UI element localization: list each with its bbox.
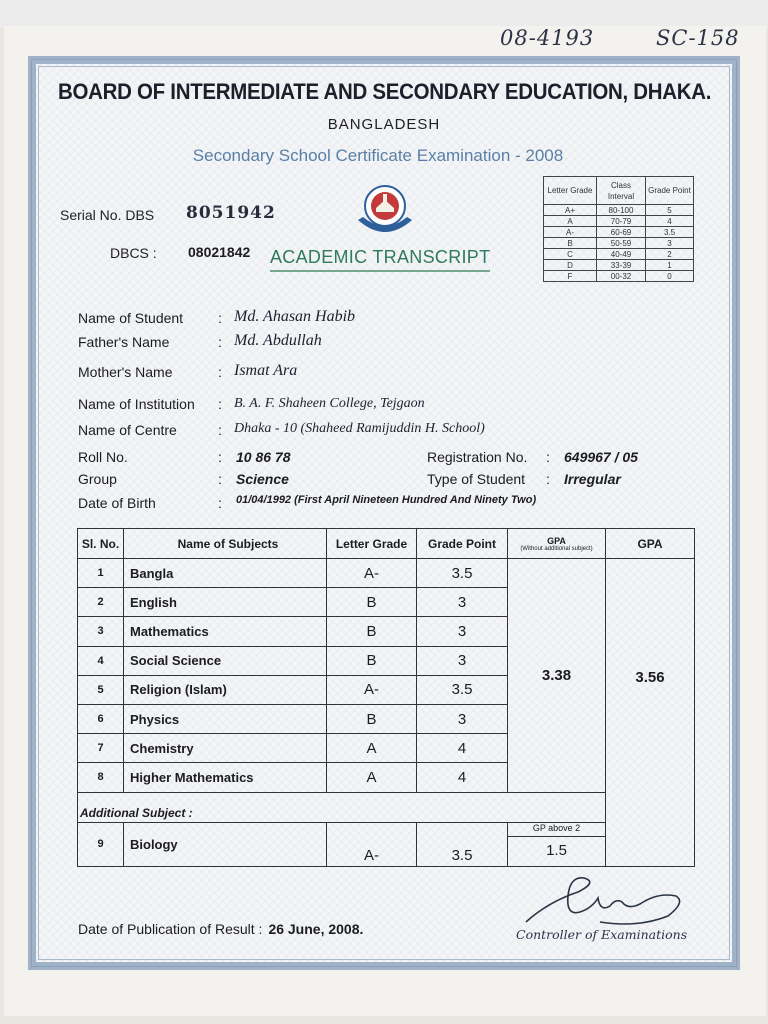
- subject-name: Higher Mathematics: [124, 763, 327, 792]
- colon: :: [546, 471, 550, 487]
- gs-cell: 0: [646, 271, 694, 282]
- sl-no: 9: [78, 822, 124, 866]
- centre-name: Dhaka - 10 (Shaheed Ramijuddin H. School): [234, 421, 485, 436]
- sl-no: 5: [78, 675, 124, 704]
- controller-signature-icon: [518, 872, 688, 930]
- header-subject: Name of Subjects: [124, 529, 327, 559]
- group-label: Group: [78, 471, 117, 487]
- gs-cell: 3: [646, 238, 694, 249]
- gs-cell: 33-39: [597, 260, 646, 271]
- colon: :: [218, 449, 222, 465]
- header-gpa-label: GPA: [547, 535, 566, 546]
- handwritten-ref-left: 08-4193: [500, 26, 595, 50]
- subject-name: Social Science: [124, 646, 327, 675]
- exam-title: Secondary School Certificate Examination - 2008: [192, 146, 564, 165]
- subject-name: Chemistry: [124, 734, 327, 763]
- grade-point: 3: [417, 588, 508, 617]
- colon: :: [218, 364, 222, 380]
- header-sl: Sl. No.: [78, 529, 124, 559]
- sl-no: 6: [78, 704, 124, 733]
- gp-above-cell: [508, 822, 606, 866]
- grade-point: 3.5: [417, 822, 508, 866]
- grade-scale-header: Letter Grade: [544, 177, 597, 205]
- subject-name: Biology: [124, 822, 327, 866]
- registration-label: Registration No.: [427, 449, 528, 465]
- country-name: BANGLADESH: [327, 116, 441, 133]
- grade-point: 4: [417, 763, 508, 792]
- letter-grade: A: [327, 763, 417, 792]
- board-title: BOARD OF INTERMEDIATE AND SECONDARY EDUCATION, DHAKA.: [58, 79, 712, 104]
- header-grade-point: Grade Point: [417, 529, 508, 559]
- gpa-total: 3.56: [606, 559, 695, 867]
- sl-no: 1: [78, 559, 124, 588]
- sl-no: 3: [78, 617, 124, 646]
- serial-value: 8051942: [186, 203, 276, 223]
- institution-name: B. A. F. Shaheen College, Tejgaon: [234, 396, 425, 411]
- letter-grade: A: [327, 734, 417, 763]
- subject-name: English: [124, 588, 327, 617]
- father-name-label: Father's Name: [78, 334, 170, 350]
- gs-cell: 60-69: [597, 227, 646, 238]
- letter-grade: A-: [327, 675, 417, 704]
- colon: :: [218, 471, 222, 487]
- serial-label: Serial No. DBS: [60, 207, 155, 223]
- sl-no: 2: [78, 588, 124, 617]
- gs-cell: F: [544, 271, 597, 282]
- gs-cell: A-: [544, 227, 597, 238]
- grade-scale-table: [543, 176, 694, 282]
- subject-name: Religion (Islam): [124, 675, 327, 704]
- colon: :: [218, 495, 222, 511]
- board-seal-icon: [352, 180, 418, 242]
- gs-cell: 70-79: [597, 216, 646, 227]
- gs-cell: 50-59: [597, 238, 646, 249]
- student-name: Md. Ahasan Habib: [234, 308, 356, 325]
- student-type-label: Type of Student: [427, 471, 526, 487]
- subject-name: Mathematics: [124, 617, 327, 646]
- letter-grade: B: [327, 588, 417, 617]
- gs-cell: 3.5: [646, 227, 694, 238]
- letter-grade: B: [327, 646, 417, 675]
- mother-name-label: Mother's Name: [78, 364, 173, 380]
- colon: :: [546, 449, 550, 465]
- group-value: Science: [236, 471, 289, 487]
- document-title: ACADEMIC TRANSCRIPT: [270, 247, 490, 272]
- letter-grade: B: [327, 704, 417, 733]
- dob-value: 01/04/1992 (First April Nineteen Hundred And Ninety Two): [236, 494, 537, 506]
- father-name: Md. Abdullah: [234, 332, 322, 349]
- subject-name: Physics: [124, 704, 327, 733]
- gs-cell: 00-32: [597, 271, 646, 282]
- roll-number: 10 86 78: [236, 449, 291, 465]
- gs-cell: 40-49: [597, 249, 646, 260]
- colon: :: [218, 422, 222, 438]
- gs-cell: B: [544, 238, 597, 249]
- gs-cell: A: [544, 216, 597, 227]
- sl-no: 8: [78, 763, 124, 792]
- grade-scale-header: Grade Point: [646, 177, 694, 205]
- grade-point: 3.5: [417, 559, 508, 588]
- grade-point: 3: [417, 646, 508, 675]
- subject-name: Bangla: [124, 559, 327, 588]
- publication-date-row: [78, 921, 363, 937]
- registration-number: 649967 / 05: [564, 449, 638, 465]
- student-name-label: Name of Student: [78, 310, 184, 326]
- table-row: [78, 559, 695, 588]
- sl-no: 7: [78, 734, 124, 763]
- gp-above-value: 1.5: [546, 842, 567, 859]
- controller-title: Controller of Examinations: [516, 927, 688, 942]
- gs-cell: A+: [544, 205, 597, 216]
- header-gpa-without-additional: [508, 529, 606, 559]
- grade-point: 4: [417, 734, 508, 763]
- grade-point: 3: [417, 617, 508, 646]
- gs-cell: C: [544, 249, 597, 260]
- mother-name: Ismat Ara: [234, 362, 298, 379]
- table-row: [78, 822, 695, 866]
- grade-point: 3: [417, 704, 508, 733]
- publication-label: Date of Publication of Result :: [78, 921, 263, 937]
- gpa-without-additional: 3.38: [508, 559, 606, 793]
- dbcs-label: DBCS :: [110, 245, 157, 261]
- colon: :: [218, 310, 222, 326]
- additional-subject-row: [78, 792, 695, 822]
- grade-point: 3.5: [417, 675, 508, 704]
- gs-cell: D: [544, 260, 597, 271]
- student-type: Irregular: [564, 471, 621, 487]
- roll-label: Roll No.: [78, 449, 128, 465]
- letter-grade: B: [327, 617, 417, 646]
- letter-grade: A-: [327, 559, 417, 588]
- marks-header-row: [78, 529, 695, 559]
- publication-date: 26 June, 2008.: [268, 921, 364, 937]
- dob-label: Date of Birth: [78, 495, 156, 511]
- gs-cell: 4: [646, 216, 694, 227]
- additional-subject-label: Additional Subject :: [78, 792, 606, 822]
- dbcs-value: 08021842: [188, 244, 251, 260]
- gs-cell: 80-100: [597, 205, 646, 216]
- marks-table: [77, 528, 695, 867]
- grade-scale-header: Class Interval: [597, 177, 646, 205]
- letter-grade: A-: [327, 822, 417, 866]
- handwritten-ref-right: SC-158: [656, 26, 740, 50]
- colon: :: [218, 334, 222, 350]
- gs-cell: 1: [646, 260, 694, 271]
- institution-label: Name of Institution: [78, 396, 195, 412]
- gp-above-label: GP above 2: [508, 823, 605, 837]
- header-gpa-note: (Without additional subject): [520, 545, 593, 552]
- gs-cell: 5: [646, 205, 694, 216]
- gs-cell: 2: [646, 249, 694, 260]
- colon: :: [218, 396, 222, 412]
- top-margin: [0, 0, 768, 28]
- sl-no: 4: [78, 646, 124, 675]
- header-gpa: GPA: [606, 529, 695, 559]
- centre-label: Name of Centre: [78, 422, 177, 438]
- header-letter-grade: Letter Grade: [327, 529, 417, 559]
